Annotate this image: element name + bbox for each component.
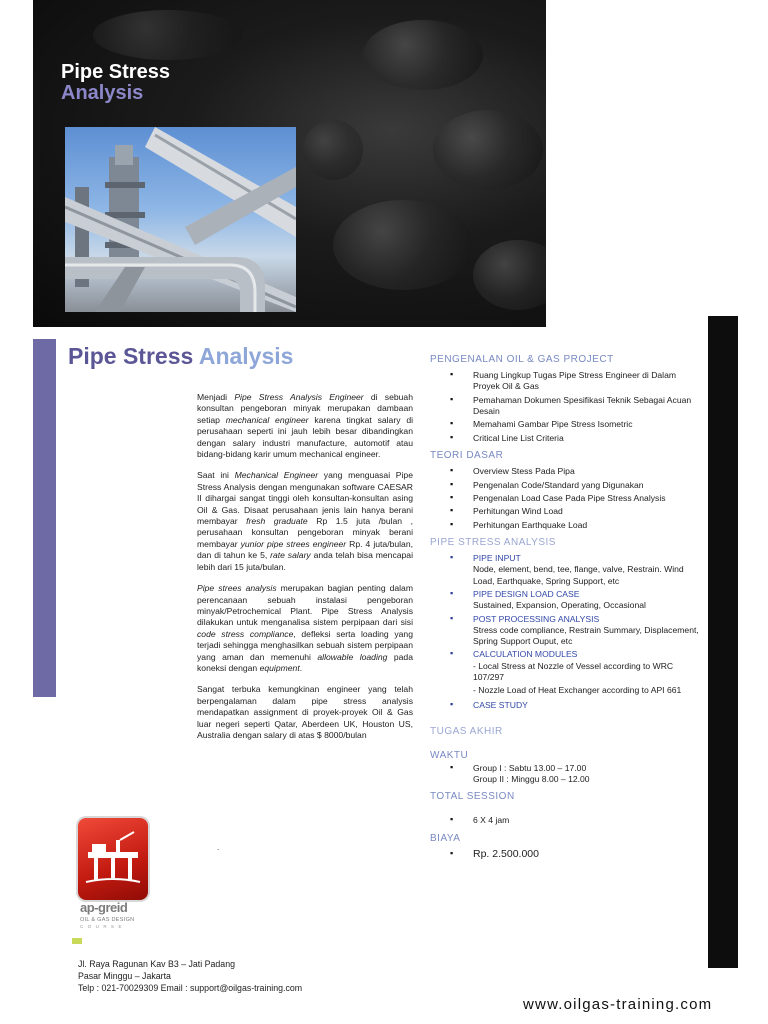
logo-name: ap-greid bbox=[80, 900, 128, 915]
company-logo bbox=[78, 818, 148, 938]
body-paragraph bbox=[197, 583, 413, 674]
paragraph-text: merupakan bagian penting dalam perencanaan sebuah instalasi pengeboran minyak/Petrochemical Plant. Pipe Stress Analysis dilakukan untuk menganalisa sistem perpipaan dari sisi bbox=[197, 583, 413, 628]
paragraph-text: Sangat terbuka kemungkinan engineer yang telah berpengalaman dalam pipe stress analysis mendapatkan assignment di proyek-proyek Oil & Gas luar negeri seperti Qatar, Aberdeen UK, Houston US, Australia dengan salary di atas $ 8000/bulan bbox=[197, 684, 413, 740]
emphasis-text: fresh graduate bbox=[246, 516, 308, 527]
list-item bbox=[430, 649, 702, 696]
section-title-time: WAKTU bbox=[430, 749, 469, 761]
page-title bbox=[68, 343, 293, 370]
paragraph-text: anda telah bisa mencapai lebih dari 15 juta/bulan. bbox=[197, 550, 413, 572]
paragraph-text: pada koneksi dengan bbox=[197, 651, 413, 673]
emphasis-text: code stress compliance bbox=[197, 628, 294, 639]
emphasis-text: mechanical engineer bbox=[225, 414, 309, 425]
paragraph-text: , defleksi serta loading yang terjadi sehingga menghasilkan sebuah sistem perpipaan yang aman dan memenuhi bbox=[197, 628, 413, 662]
emphasis-text: allowable loading bbox=[317, 651, 388, 662]
list-item: ▪ Perhitungan Earthquake Load bbox=[430, 520, 702, 531]
body-text bbox=[197, 392, 413, 751]
paragraph-text: Saat ini bbox=[197, 470, 235, 481]
logo-tagline: OIL & GAS DESIGN bbox=[80, 917, 135, 923]
section-title-total-session: TOTAL SESSION bbox=[430, 791, 515, 803]
module-desc: - Nozzle Load of Heat Exchanger according to API 661 bbox=[473, 684, 682, 695]
emphasis-text: equipment bbox=[259, 662, 300, 673]
list-item: ▪ Memahami Gambar Pipe Stress Isometric bbox=[430, 419, 702, 430]
module-desc: Stress code compliance, Restrain Summary, Displacement, Spring Support Ouput, etc bbox=[473, 624, 699, 646]
list-item bbox=[430, 589, 702, 611]
section-title-pipe-stress: PIPE STRESS ANALYSIS bbox=[430, 536, 556, 548]
section-title-introduction: PENGENALAN OIL & GAS PROJECT bbox=[430, 354, 614, 365]
list-pipe-stress bbox=[430, 553, 702, 711]
module-label: ▪ CASE STUDY bbox=[473, 700, 528, 711]
section-title-cost: BIAYA bbox=[430, 832, 461, 844]
paragraph-text: Menjadi bbox=[197, 392, 235, 402]
section-title-theory: TEORI DASAR bbox=[430, 449, 504, 461]
schedule-line: Group II : Minggu 8.00 – 12.00 bbox=[473, 773, 590, 784]
list-item: ▪ Critical Line List Criteria bbox=[430, 433, 702, 444]
emphasis-text: Pipe Stress Analysis Engineer bbox=[234, 392, 364, 402]
address-line: Jl. Raya Ragunan Kav B3 – Jati Padang bbox=[78, 959, 235, 969]
module-desc: Node, element, bend, tee, flange, valve, Restrain. Wind Load, Earthquake, Spring Support, etc bbox=[473, 564, 684, 586]
list-item: ▪ Pengenalan Code/Standard yang Digunakan bbox=[430, 480, 702, 491]
refinery-illustration bbox=[65, 127, 296, 312]
emphasis-text: yunior pipe strees engineer bbox=[240, 538, 347, 549]
module-label: ▪ PIPE DESIGN LOAD CASE bbox=[473, 588, 580, 599]
paragraph-text: yang menguasai Pipe Stress Analysis dengan mengunakan software CAESAR II dihargai sangat tinggi oleh konsultan-konsultan asing Oil & Gas. Disaat perusahaan jenis lain hanya berani membayar bbox=[197, 470, 413, 527]
list-time bbox=[430, 763, 702, 785]
list-item bbox=[430, 614, 702, 648]
stray-dot: . bbox=[217, 843, 220, 852]
left-accent-bar bbox=[33, 339, 56, 697]
module-label: ▪ POST PROCESSING ANALYSIS bbox=[473, 613, 600, 624]
page-title-part2: Analysis bbox=[198, 343, 294, 369]
course-outline bbox=[430, 354, 702, 866]
refinery-photo bbox=[65, 127, 296, 312]
paragraph-text: karena tingkat salary di perusahaan seperti ini jauh lebih besar dibandingkan dengan salary industri manufacture, automotif atau bidang-bidang karir umum mechanical engineer. bbox=[197, 414, 414, 460]
list-item: ▪ Pengenalan Load Case Pada Pipe Stress Analysis bbox=[430, 493, 702, 504]
website-url: www.oilgas-training.com bbox=[523, 996, 713, 1013]
logo-tagline-2: C O U R S E bbox=[80, 924, 124, 929]
schedule-line: ▪ Group I : Sabtu 13.00 – 17.00 bbox=[473, 762, 587, 773]
list-session bbox=[430, 815, 702, 826]
list-item bbox=[430, 553, 702, 587]
module-desc: - Local Stress at Nozzle of Vessel according to WRC 107/297 bbox=[473, 660, 674, 682]
footer-address bbox=[78, 958, 302, 994]
list-item: ▪ Overview Stess Pada Pipa bbox=[430, 466, 702, 477]
section-title-final-task: TUGAS AKHIR bbox=[430, 726, 503, 738]
list-item bbox=[430, 700, 702, 711]
module-desc: Sustained, Expansion, Operating, Occasional bbox=[473, 600, 646, 611]
contact-line: Telp : 021-70029309 Email : support@oilgas-training.com bbox=[78, 983, 303, 993]
address-line: Pasar Minggu – Jakarta bbox=[78, 971, 171, 981]
list-item bbox=[430, 763, 702, 785]
list-item: ▪ Ruang Lingkup Tugas Pipe Stress Engineer di Dalam Proyek Oil & Gas bbox=[430, 370, 702, 392]
body-paragraph bbox=[197, 470, 413, 573]
body-paragraph bbox=[197, 392, 413, 460]
hero-title-line1: Pipe Stress bbox=[61, 61, 170, 83]
logo-accent bbox=[72, 938, 82, 944]
list-introduction bbox=[430, 370, 702, 444]
list-item: ▪ Rp. 2.500.000 bbox=[430, 849, 702, 860]
offshore-rig-icon bbox=[78, 818, 148, 900]
body-paragraph bbox=[197, 684, 413, 741]
list-item: ▪ Pemahaman Dokumen Spesifikasi Teknik Sebagai Acuan Desain bbox=[430, 395, 702, 417]
hero-title-line2: Analysis bbox=[61, 82, 144, 104]
emphasis-text: Pipe strees analysis bbox=[197, 583, 277, 594]
module-label: ▪ PIPE INPUT bbox=[473, 553, 521, 564]
module-label: ▪ CALCULATION MODULES bbox=[473, 649, 578, 660]
emphasis-text: rate salary bbox=[270, 550, 311, 561]
list-cost bbox=[430, 849, 702, 860]
right-dark-strip bbox=[708, 316, 738, 968]
page-title-part1: Pipe Stress bbox=[68, 343, 194, 369]
list-item: ▪ Perhitungan Wind Load bbox=[430, 506, 702, 517]
hero-title bbox=[61, 62, 170, 104]
paragraph-text: Rp. 4 juta/bulan, dan di tahun ke 5, bbox=[197, 538, 413, 561]
rig-illustration bbox=[78, 818, 148, 900]
paragraph-text: Rp 1.5 juta /bulan , perusahaan konsultan pengeboran minyak berani membayar bbox=[197, 516, 414, 549]
list-item: ▪ 6 X 4 jam bbox=[430, 815, 702, 826]
paragraph-text: . bbox=[299, 662, 303, 673]
paragraph-text: di sebuah konsultan pengeboran minyak merupakan dambaan setiap bbox=[197, 392, 413, 425]
emphasis-text: Mechanical Engineer bbox=[234, 470, 319, 481]
list-theory bbox=[430, 466, 702, 531]
